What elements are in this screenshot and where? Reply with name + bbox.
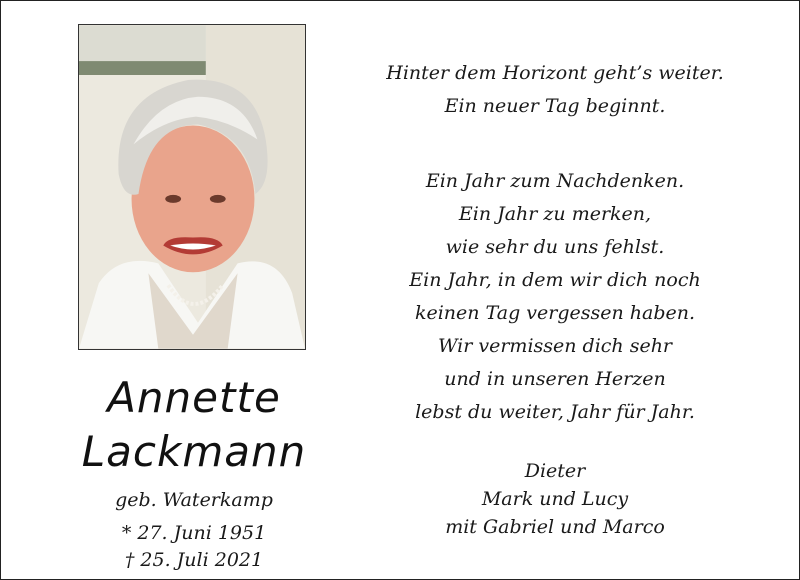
last-name: Lackmann <box>81 427 307 476</box>
poem-line: Ein neuer Tag beginnt. <box>444 95 666 117</box>
signers <box>341 457 769 541</box>
poem-line: keinen Tag vergessen haben. <box>414 302 696 324</box>
poem-line: Hinter dem Horizont geht’s weiter. <box>386 62 724 84</box>
birth-date: * 27. Juni 1951 <box>121 522 267 544</box>
portrait-photo <box>78 24 306 350</box>
poem-line: Ein Jahr zum Nachdenken. <box>425 170 685 192</box>
poem-stanza-1 <box>341 57 769 123</box>
poem-line: Ein Jahr, in dem wir dich noch <box>409 269 701 291</box>
poem-stanza-2 <box>341 165 769 429</box>
signer-line: mit Gabriel und Marco <box>445 516 665 538</box>
death-date: † 25. Juli 2021 <box>124 549 264 571</box>
first-name: Annette <box>107 373 281 422</box>
poem-line: lebst du weiter, Jahr für Jahr. <box>415 401 695 423</box>
poem-line: wie sehr du uns fehlst. <box>445 236 665 258</box>
poem-line: Wir vermissen dich sehr <box>437 335 673 357</box>
poem-line: und in unseren Herzen <box>444 368 666 390</box>
signer-line: Mark und Lucy <box>481 488 629 510</box>
signer-line: Dieter <box>524 460 586 482</box>
maiden-name: geb. Waterkamp <box>115 489 273 511</box>
poem-line: Ein Jahr zu merken, <box>458 203 652 225</box>
